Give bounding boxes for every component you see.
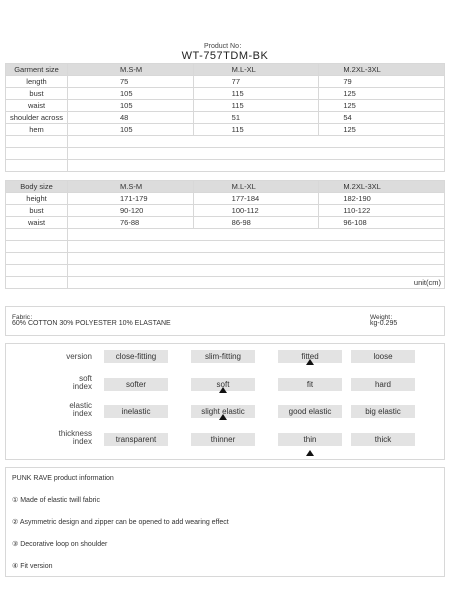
feature-option: close-fitting [104, 350, 168, 363]
feature-option: thick [351, 433, 415, 446]
feature-option: soft [191, 378, 255, 391]
measurement-value: 76-88 [68, 217, 194, 229]
empty-cell [6, 241, 68, 253]
feature-option: good elastic [278, 405, 342, 418]
feature-label-line: soft [79, 374, 92, 383]
measurement-label: hem [6, 124, 68, 136]
info-item: ① Made of elastic twill fabric [12, 497, 100, 504]
fabric-panel [5, 306, 445, 336]
table-row [6, 217, 445, 229]
measurement-value: 75 [68, 76, 194, 88]
measurement-value: 86-98 [193, 217, 319, 229]
feature-label-line: index [72, 409, 92, 418]
product-number-label: Product No： [203, 43, 247, 50]
empty-row [6, 229, 445, 241]
body-size-table [5, 180, 445, 289]
empty-row [6, 265, 445, 277]
weight-value: kg-0.295 [370, 320, 398, 327]
empty-cell [68, 265, 445, 277]
info-title: PUNK RAVE product information [12, 475, 114, 482]
empty-cell [6, 253, 68, 265]
empty-cell [6, 277, 68, 289]
measurement-value: 48 [68, 112, 194, 124]
feature-label [26, 402, 92, 418]
feature-option: slight elastic [191, 405, 255, 418]
empty-cell [6, 136, 68, 148]
feature-option: thinner [191, 433, 255, 446]
empty-row [6, 253, 445, 265]
feature-option: slim-fitting [191, 350, 255, 363]
feature-label [26, 375, 92, 391]
empty-cell [68, 136, 445, 148]
measurement-value: 77 [193, 76, 319, 88]
empty-cell [68, 241, 445, 253]
feature-label-line: version [66, 352, 92, 361]
empty-cell [6, 265, 68, 277]
feature-label-line: index [72, 382, 92, 391]
measurement-value: 105 [68, 88, 194, 100]
feature-option: fitted [278, 350, 342, 363]
measurement-value: 182-190 [319, 193, 445, 205]
selected-marker-icon [306, 359, 314, 365]
measurement-value: 115 [193, 88, 319, 100]
unit-label: unit(cm) [68, 277, 445, 289]
weight-label: Weight： [370, 314, 397, 321]
garment-size-header-row [6, 64, 445, 76]
measurement-label: bust [6, 205, 68, 217]
measurement-value: 79 [319, 76, 445, 88]
garment-size-header-label: Garment size [6, 64, 68, 76]
measurement-value: 110-122 [319, 205, 445, 217]
info-item: ② Asymmetric design and zipper can be opened to add wearing effect [12, 519, 229, 526]
table-row [6, 193, 445, 205]
feature-option: softer [104, 378, 168, 391]
table-row [6, 124, 445, 136]
table-row [6, 100, 445, 112]
measurement-label: bust [6, 88, 68, 100]
feature-option: thin [278, 433, 342, 446]
empty-cell [68, 253, 445, 265]
unit-row [6, 277, 445, 289]
size-column-header: M.L-XL [193, 64, 319, 76]
garment-size-table [5, 63, 445, 172]
empty-cell [68, 229, 445, 241]
size-column-header: M.2XL-3XL [319, 181, 445, 193]
body-size-header-label: Body size [6, 181, 68, 193]
measurement-value: 125 [319, 88, 445, 100]
feature-option: loose [351, 350, 415, 363]
feature-option: transparent [104, 433, 168, 446]
feature-label-line: thickness [58, 429, 92, 438]
measurement-label: length [6, 76, 68, 88]
measurement-value: 125 [319, 100, 445, 112]
size-column-header: M.S-M [68, 64, 194, 76]
feature-label [26, 430, 92, 446]
info-item: ④ Fit version [12, 563, 53, 570]
measurement-value: 100-112 [193, 205, 319, 217]
info-item: ③ Decorative loop on shoulder [12, 541, 108, 548]
measurement-value: 96-108 [319, 217, 445, 229]
feature-index-panel [5, 343, 445, 460]
size-column-header: M.2XL-3XL [319, 64, 445, 76]
empty-row [6, 160, 445, 172]
body-size-header-row [6, 181, 445, 193]
table-row [6, 205, 445, 217]
empty-row [6, 136, 445, 148]
product-info-panel [5, 467, 445, 577]
measurement-value: 115 [193, 100, 319, 112]
empty-cell [68, 148, 445, 160]
fabric-label: Fabric： [12, 314, 37, 321]
empty-row [6, 148, 445, 160]
product-code: WT-757TDM-BK [181, 50, 269, 62]
table-row [6, 112, 445, 124]
feature-option: inelastic [104, 405, 168, 418]
selected-marker-icon [219, 414, 227, 420]
measurement-value: 125 [319, 124, 445, 136]
feature-option: big elastic [351, 405, 415, 418]
measurement-label: waist [6, 100, 68, 112]
empty-cell [6, 148, 68, 160]
selected-marker-icon [306, 450, 314, 456]
measurement-value: 51 [193, 112, 319, 124]
empty-cell [68, 160, 445, 172]
feature-label [26, 353, 92, 361]
measurement-value: 90-120 [68, 205, 194, 217]
empty-cell [6, 160, 68, 172]
measurement-label: height [6, 193, 68, 205]
size-column-header: M.L-XL [193, 181, 319, 193]
feature-option: fit [278, 378, 342, 391]
feature-label-line: index [72, 437, 92, 446]
empty-row [6, 241, 445, 253]
feature-label-line: elastic [69, 401, 92, 410]
table-row [6, 88, 445, 100]
table-row [6, 76, 445, 88]
measurement-value: 115 [193, 124, 319, 136]
measurement-value: 171-179 [68, 193, 194, 205]
measurement-label: shoulder across [6, 112, 68, 124]
measurement-value: 105 [68, 100, 194, 112]
measurement-value: 105 [68, 124, 194, 136]
measurement-value: 177-184 [193, 193, 319, 205]
fabric-composition: 60% COTTON 30% POLYESTER 10% ELASTANE [12, 320, 171, 327]
empty-cell [6, 229, 68, 241]
measurement-label: waist [6, 217, 68, 229]
measurement-value: 54 [319, 112, 445, 124]
selected-marker-icon [219, 387, 227, 393]
feature-option: hard [351, 378, 415, 391]
size-column-header: M.S-M [68, 181, 194, 193]
